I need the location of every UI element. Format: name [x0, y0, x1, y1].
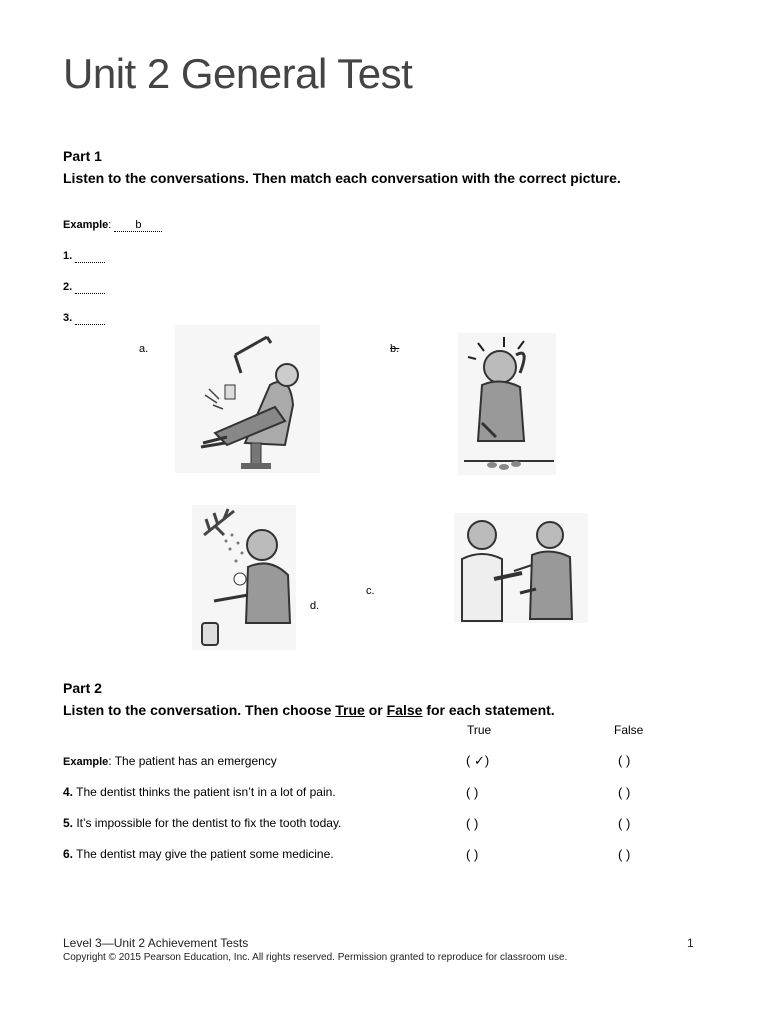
statement-5-true-checkbox[interactable]: ( )	[466, 816, 479, 831]
answer-blank[interactable]	[75, 250, 105, 263]
example-label: Example	[63, 219, 109, 231]
page-title: Unit 2 General Test	[63, 50, 413, 97]
part1-heading: Part 1	[63, 148, 102, 164]
page-number: 1	[687, 936, 694, 950]
answer-blank[interactable]	[75, 312, 105, 325]
statement-6-false-checkbox[interactable]: ( )	[618, 847, 631, 862]
statement-6-true-checkbox[interactable]: ( )	[466, 847, 479, 862]
item-number: 1.	[63, 250, 73, 262]
example-answer: b	[114, 219, 162, 232]
example-statement: Example: The patient has an emergency	[63, 754, 277, 768]
picture-label-a: a.	[139, 343, 149, 355]
example-false-checkbox[interactable]: ( )	[618, 753, 631, 768]
example-colon: :	[108, 219, 112, 231]
column-header-false: False	[614, 723, 644, 737]
statement-4-false-checkbox[interactable]: ( )	[618, 785, 631, 800]
column-header-true: True	[467, 723, 492, 737]
picture-label-d: d.	[310, 600, 320, 612]
example-true-checkbox[interactable]: ( ✓)	[466, 753, 490, 768]
allergy-illustration	[192, 505, 296, 650]
statement-6: 6. The dentist may give the patient some medicine.	[63, 847, 334, 861]
part1-example	[63, 219, 162, 232]
statement-5: 5. It’s impossible for the dentist to fix the tooth today.	[63, 816, 342, 830]
statement-5-false-checkbox[interactable]: ( )	[618, 816, 631, 831]
picture-label-b: b.	[390, 343, 400, 355]
answer-item-1	[63, 250, 105, 263]
dentist-chair-illustration	[175, 325, 320, 473]
statement-4-true-checkbox[interactable]: ( )	[466, 785, 479, 800]
headache-illustration	[458, 333, 556, 475]
answer-item-2	[63, 281, 105, 294]
copyright-notice: Copyright © 2015 Pearson Education, Inc. All rights reserved. Permission granted to reproduce for classroom use.	[63, 952, 568, 963]
statement-4: 4. The dentist thinks the patient isn’t in a lot of pain.	[63, 785, 336, 799]
item-number: 2.	[63, 281, 73, 293]
answer-blank[interactable]	[75, 281, 105, 294]
part1-instruction: Listen to the conversations. Then match each conversation with the correct picture.	[63, 170, 621, 186]
footer-title: Level 3—Unit 2 Achievement Tests	[63, 936, 249, 950]
part2-instruction: Listen to the conversation. Then choose True or False for each statement.	[63, 702, 555, 718]
item-number: 3.	[63, 312, 73, 324]
injection-illustration	[454, 513, 588, 623]
part2-heading: Part 2	[63, 680, 102, 696]
answer-item-3	[63, 312, 105, 325]
picture-label-c: c.	[366, 585, 375, 597]
